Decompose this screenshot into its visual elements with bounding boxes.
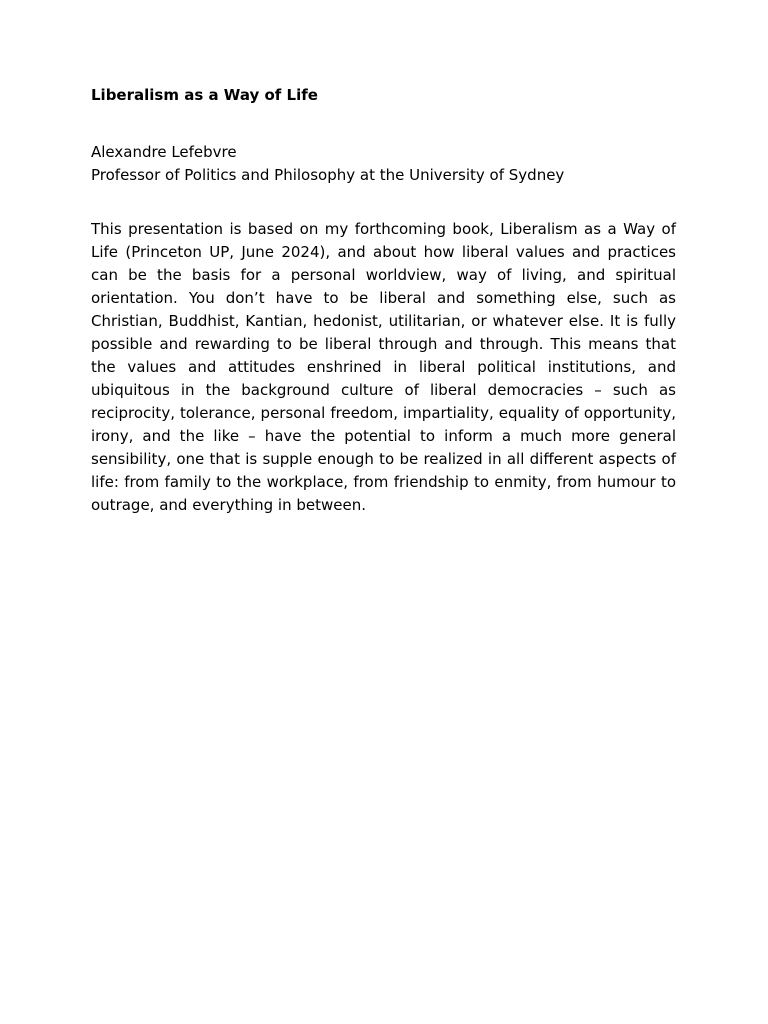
- author-block: [91, 141, 691, 187]
- author-affiliation: Professor of Politics and Philosophy at the University of Sydney: [91, 166, 565, 184]
- author-name: Alexandre Lefebvre: [91, 143, 237, 161]
- abstract-paragraph: This presentation is based on my forthcoming book, Liberalism as a Way of Life (Princeton UP, June 2024), and about how liberal values and practices can be the basis for a personal worldview, way of living, and spiritual orientation. You don’t have to be liberal and something else, such as Christian, Buddhist, Kantian, hedonist, utilitarian, or whatever else. It is fully possible and rewarding to be liberal through and through. This means that the values and attitudes enshrined in liberal political institutions, and ubiquitous in the background culture of liberal democracies – such as reciprocity, tolerance, personal freedom, impartiality, equality of opportunity, irony, and the like – have the potential to inform a much more general sensibility, one that is supple enough to be realized in all different aspects of life: from family to the workplace, from friendship to enmity, from humour to outrage, and everything in between.: [91, 220, 676, 514]
- document-title: Liberalism as a Way of Life: [91, 86, 318, 104]
